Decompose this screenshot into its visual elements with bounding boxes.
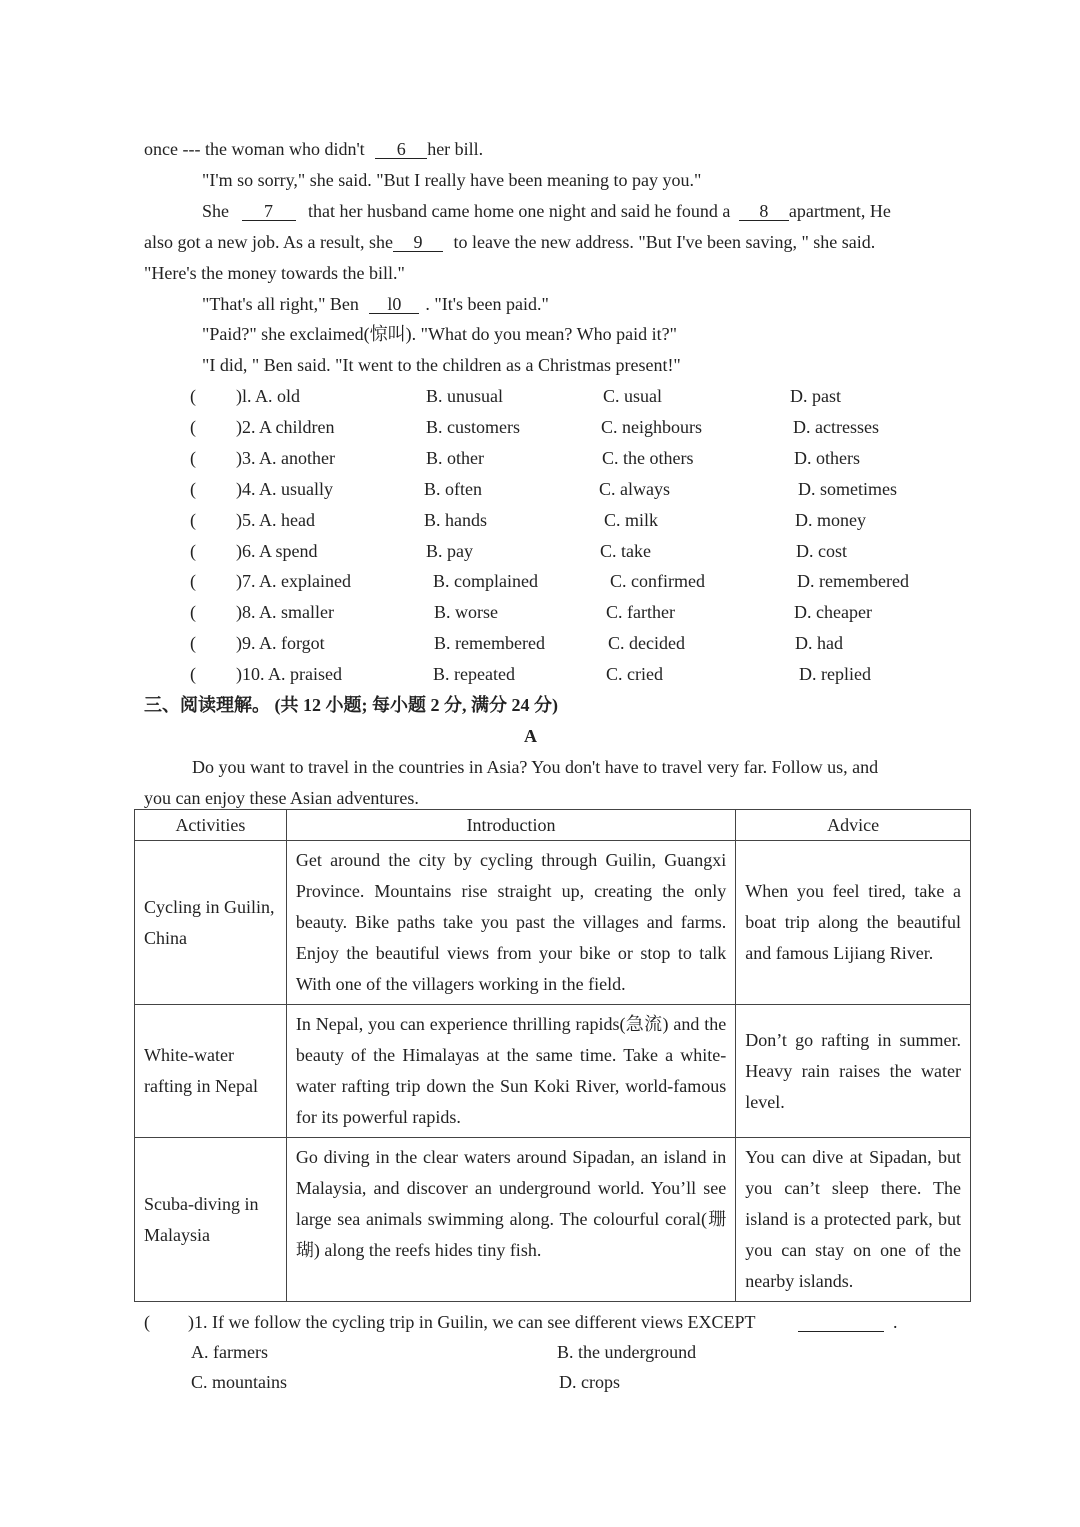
question-number-option-a[interactable]: )8. A. smaller (236, 602, 334, 622)
passage-text: also got a new job. As a result, she (144, 232, 393, 252)
option-d[interactable]: D. replied (799, 664, 871, 684)
option-c[interactable]: C. farther (606, 602, 675, 622)
answer-paren[interactable]: ( (190, 633, 196, 653)
table-row (135, 1138, 971, 1302)
question-row (0, 601, 1080, 623)
option-c[interactable]: C. cried (606, 664, 663, 684)
reading-options-row (0, 1341, 1080, 1363)
passage-text: once --- the woman who didn't (144, 139, 365, 159)
option-b[interactable]: B. unusual (426, 386, 504, 406)
answer-paren[interactable]: ( (190, 510, 196, 530)
question-row (0, 570, 1080, 592)
option-b[interactable]: B. complained (433, 571, 538, 591)
option-c[interactable]: C. confirmed (610, 571, 705, 591)
activity-cell: Scuba-diving in Malaysia (135, 1138, 287, 1302)
passage-line-4 (144, 231, 875, 253)
question-number-option-a[interactable]: )5. A. head (236, 510, 315, 530)
passage-label: A (524, 726, 537, 746)
introduction-cell: Get around the city by cycling through Guilin, Guangxi Province. Mountains rise straight up, creating the only beauty. Bike paths take you past the villages and farms. Enjoy the beautiful views from your bike or stop to talk With one of the villagers working in the field. (286, 841, 735, 1005)
passage-line-6 (202, 293, 549, 315)
answer-paren[interactable]: ( (190, 417, 196, 437)
option-c[interactable]: C. decided (608, 633, 685, 653)
passage-text: "That's all right," Ben (202, 294, 359, 314)
question-row (0, 632, 1080, 654)
blank-7[interactable]: 7 (242, 202, 296, 221)
blank-8[interactable]: 8 (739, 202, 789, 221)
passage-line-7: "Paid?" she exclaimed(惊叫). "What do you mean? Who paid it?" (202, 324, 677, 344)
passage-text: that her husband came home one night and said he found a (308, 201, 731, 221)
question-row (0, 385, 1080, 407)
passage-text: apartment, He (788, 201, 891, 221)
option-b[interactable]: B. remembered (434, 633, 545, 653)
question-number-option-a[interactable]: )6. A spend (236, 541, 318, 561)
passage-line-2: "I'm so sorry," she said. "But I really have been meaning to pay you." (202, 170, 702, 190)
passage-text: to leave the new address. "But I've been saving, " she said. (453, 232, 876, 252)
activity-cell: White-water rafting in Nepal (135, 1005, 287, 1138)
passage-text: She (202, 201, 229, 221)
reading-intro-line-1: Do you want to travel in the countries in Asia? You don't have to travel very far. Follow us, and (192, 757, 879, 777)
question-number-option-a[interactable]: )9. A. forgot (236, 633, 325, 653)
answer-paren[interactable]: ( (190, 479, 196, 499)
question-number-option-a[interactable]: )3. A. another (236, 448, 335, 468)
option-a[interactable]: A. farmers (191, 1342, 268, 1362)
column-header-advice: Advice (736, 810, 971, 841)
passage-text: her bill. (427, 139, 484, 159)
reading-question-row (0, 1311, 1080, 1333)
passage-line-8: "I did, " Ben said. "It went to the children as a Christmas present!" (202, 355, 681, 375)
option-c[interactable]: C. mountains (191, 1372, 288, 1392)
option-c[interactable]: C. take (600, 541, 651, 561)
question-row (0, 663, 1080, 685)
reading-intro-line-2: you can enjoy these Asian adventures. (144, 788, 419, 808)
option-d[interactable]: D. remembered (797, 571, 909, 591)
option-c[interactable]: C. always (599, 479, 670, 499)
answer-paren[interactable]: ( (190, 602, 196, 622)
option-b[interactable]: B. hands (424, 510, 487, 530)
question-number-option-a[interactable]: )7. A. explained (236, 571, 351, 591)
option-d[interactable]: D. money (795, 510, 866, 530)
passage-line-5: "Here's the money towards the bill." (144, 263, 405, 283)
question-number-option-a[interactable]: )l. A. old (236, 386, 301, 406)
option-d[interactable]: D. crops (559, 1372, 620, 1392)
option-d[interactable]: D. cheaper (794, 602, 872, 622)
option-c[interactable]: C. neighbours (601, 417, 702, 437)
introduction-cell: In Nepal, you can experience thrilling rapids(急流) and the beauty of the Himalayas at the same time. Take a white-water rafting trip down the Sun Koki River, world-famous for its powerful rapids. (286, 1005, 735, 1138)
introduction-cell: Go diving in the clear waters around Sipadan, an island in Malaysia, and discover an underground world. You’ll see large sea animals swimming along. The colourful coral(珊瑚) along the reefs hides tiny fish. (286, 1138, 735, 1302)
option-c[interactable]: C. the others (602, 448, 694, 468)
blank-10[interactable]: l0 (369, 295, 419, 314)
table-row (135, 1005, 971, 1138)
option-b[interactable]: B. worse (434, 602, 498, 622)
answer-paren[interactable]: ( (190, 386, 196, 406)
question-row (0, 509, 1080, 531)
column-header-activities: Activities (135, 810, 287, 841)
question-end: . (893, 1312, 898, 1332)
activity-cell: Cycling in Guilin, China (135, 841, 287, 1005)
question-number-option-a[interactable]: )4. A. usually (236, 479, 333, 499)
option-d[interactable]: D. cost (796, 541, 847, 561)
option-d[interactable]: D. sometimes (798, 479, 897, 499)
answer-paren[interactable]: ( (144, 1312, 150, 1332)
option-d[interactable]: D. actresses (793, 417, 879, 437)
option-b[interactable]: B. often (424, 479, 482, 499)
passage-line-3 (202, 200, 891, 222)
option-b[interactable]: B. repeated (433, 664, 515, 684)
question-number-option-a[interactable]: )10. A. praised (236, 664, 342, 684)
passage-line-1 (144, 138, 483, 160)
passage-text: . "It's been paid." (425, 294, 549, 314)
table-header-row (135, 810, 971, 841)
option-b[interactable]: B. the underground (557, 1342, 697, 1362)
question-row (0, 478, 1080, 500)
column-header-introduction: Introduction (286, 810, 735, 841)
option-d[interactable]: D. past (790, 386, 841, 406)
option-d[interactable]: D. others (794, 448, 860, 468)
answer-paren[interactable]: ( (190, 664, 196, 684)
question-row (0, 416, 1080, 438)
answer-paren[interactable]: ( (190, 541, 196, 561)
blank-9[interactable]: 9 (393, 233, 443, 252)
section-title: 三、阅读理解。 (共 12 小题; 每小题 2 分, 满分 24 分) (144, 695, 558, 715)
option-b[interactable]: B. other (426, 448, 484, 468)
adventures-table (134, 809, 971, 1302)
question-number-option-a[interactable]: )2. A children (236, 417, 335, 437)
option-b[interactable]: B. pay (426, 541, 473, 561)
advice-cell: When you feel tired, take a boat trip along the beautiful and famous Lijiang River. (736, 841, 971, 1005)
option-b[interactable]: B. customers (426, 417, 520, 437)
question-row (0, 447, 1080, 469)
reading-options-row (0, 1371, 1080, 1393)
option-c[interactable]: C. milk (604, 510, 659, 530)
table-row (135, 841, 971, 1005)
advice-cell: You can dive at Sipadan, but you can’t sleep there. The island is a protected park, but you can stay on one of the nearby islands. (736, 1138, 971, 1302)
advice-cell: Don’t go rafting in summer. Heavy rain raises the water level. (736, 1005, 971, 1138)
answer-blank[interactable] (798, 1311, 884, 1332)
question-stem: )1. If we follow the cycling trip in Guilin, we can see different views EXCEPT (188, 1312, 756, 1332)
answer-paren[interactable]: ( (190, 448, 196, 468)
option-d[interactable]: D. had (795, 633, 843, 653)
question-row (0, 540, 1080, 562)
answer-paren[interactable]: ( (190, 571, 196, 591)
blank-6[interactable]: 6 (375, 140, 427, 159)
option-c[interactable]: C. usual (603, 386, 663, 406)
